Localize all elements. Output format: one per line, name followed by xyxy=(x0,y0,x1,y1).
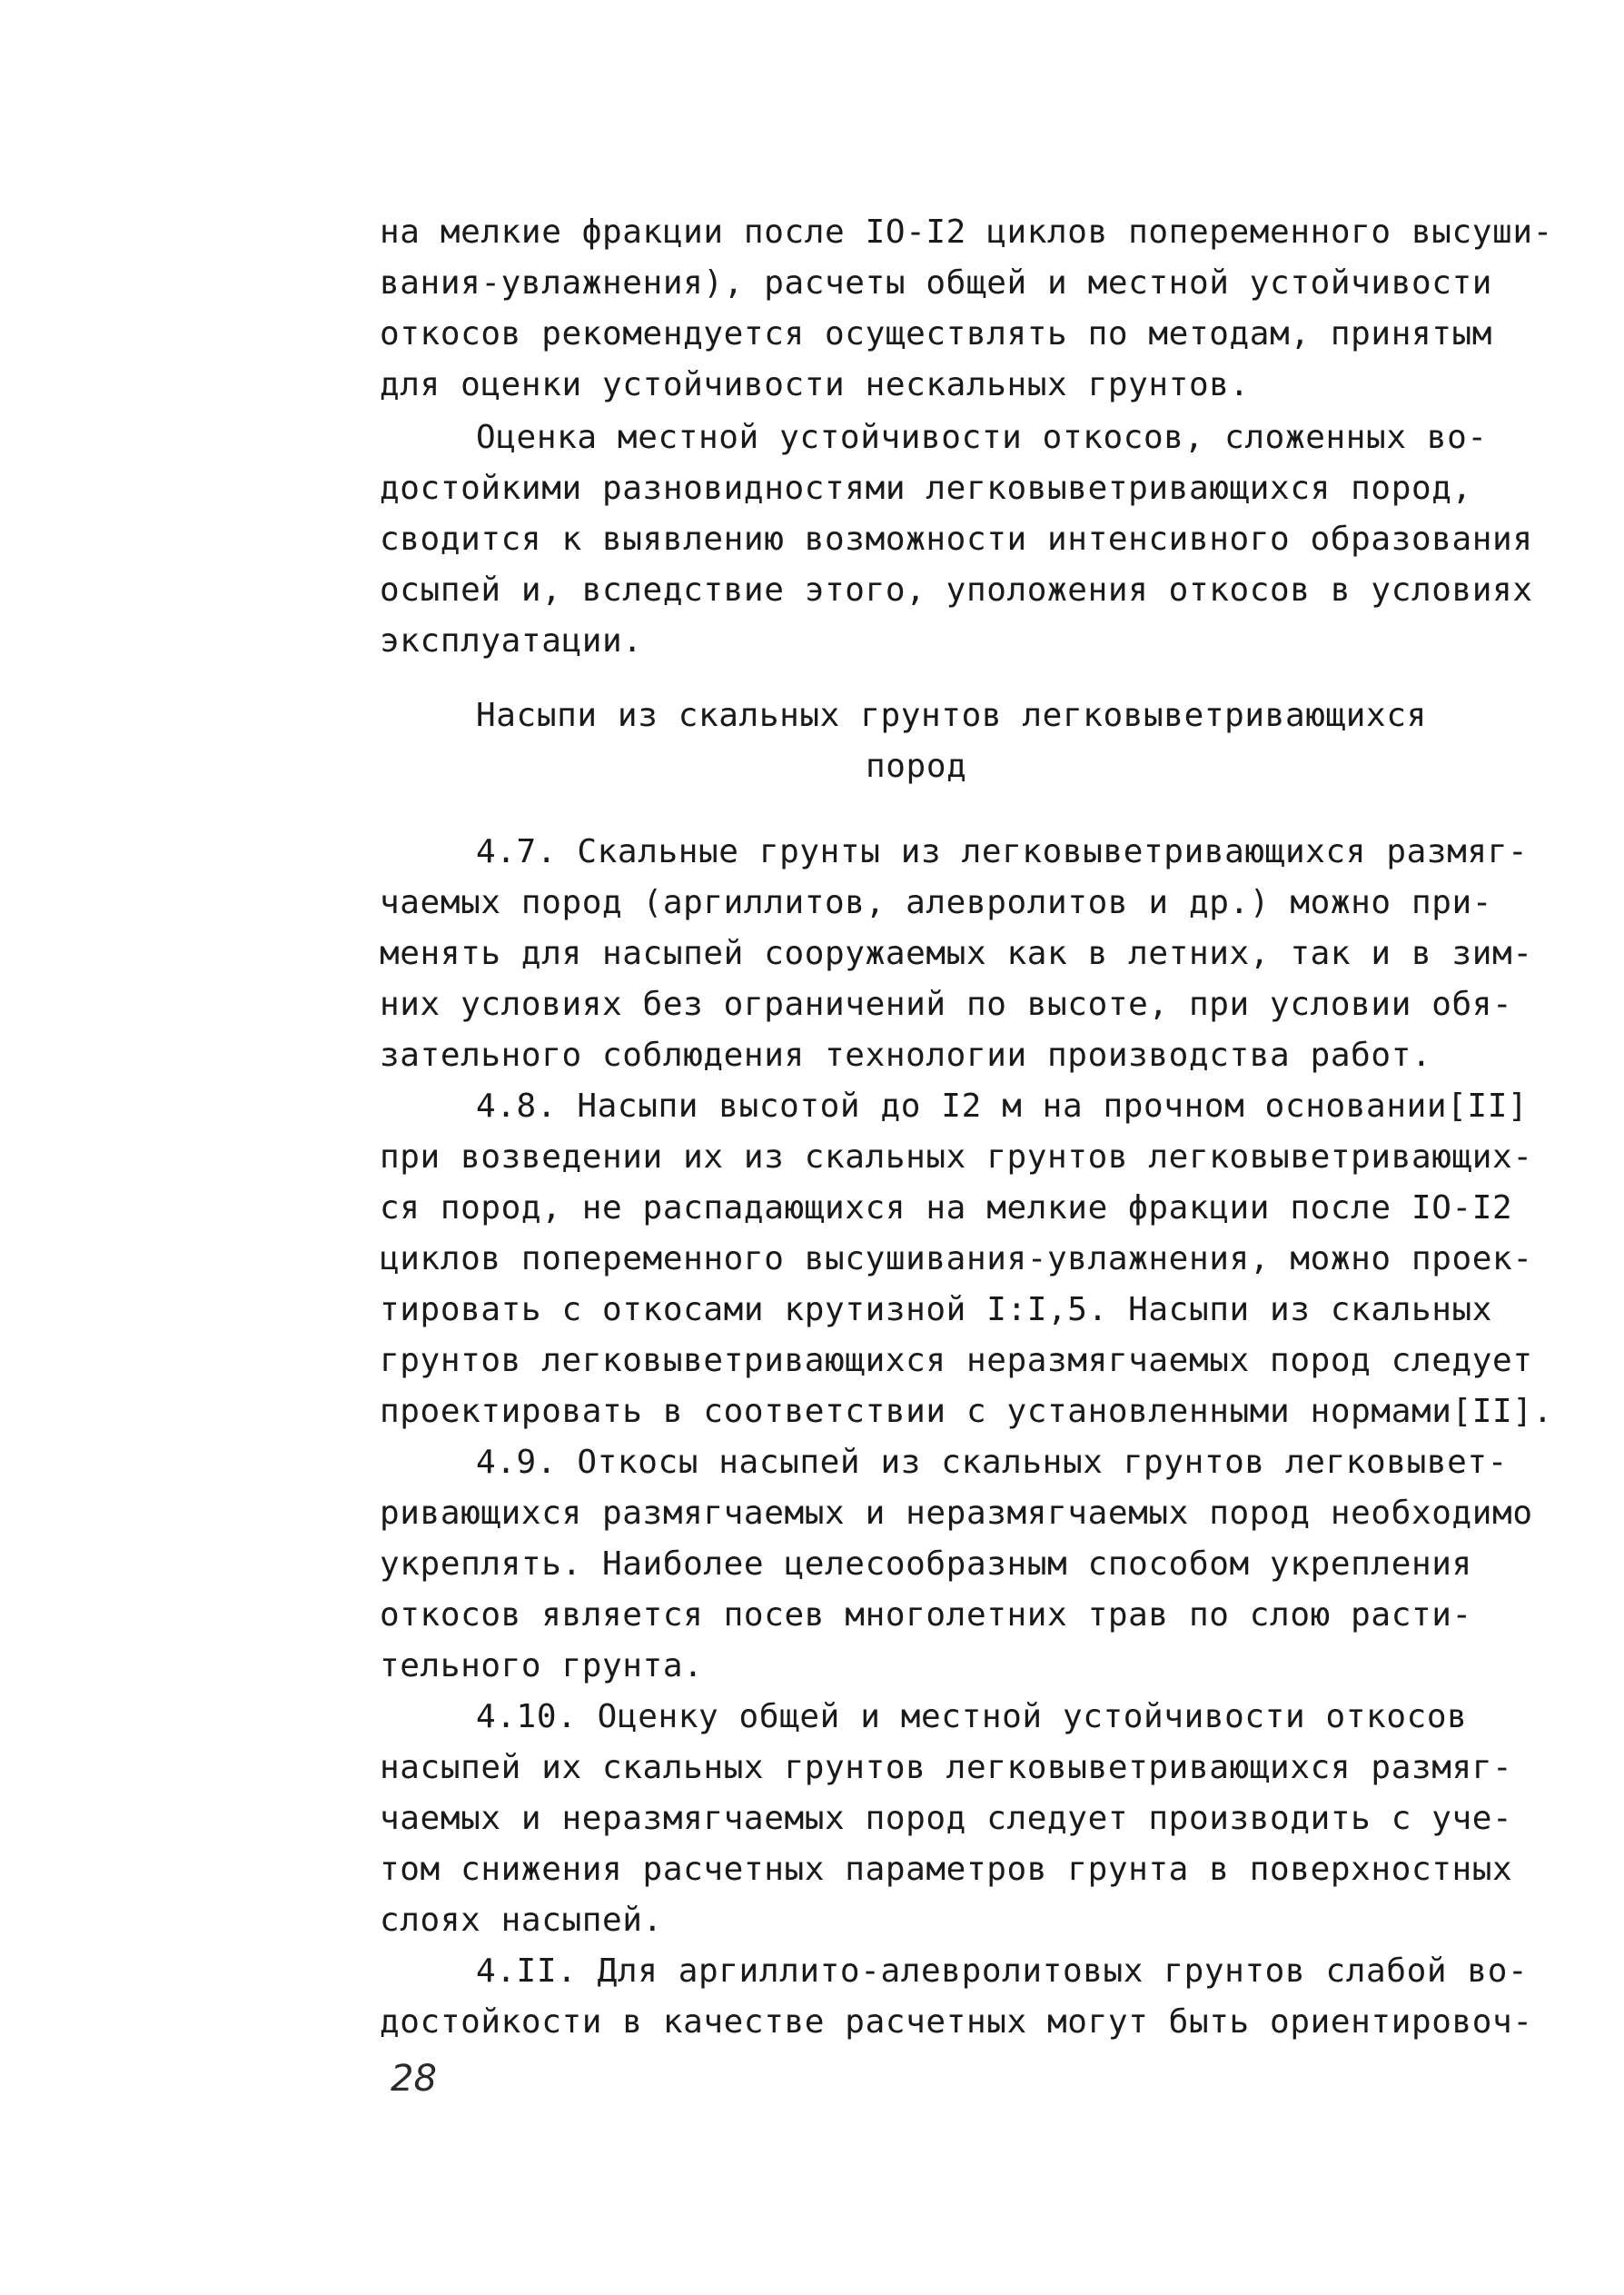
paragraph-4-8-first-line: 4.8. Насыпи высотой до I2 м на прочном основании[II] xyxy=(476,1088,1529,1125)
section-heading-line-1: Насыпи из скальных грунтов легковыветривающихся xyxy=(476,697,1427,734)
body-line: достойкими разновидностями легковыветривающихся пород, xyxy=(380,470,1472,507)
body-line: откосов является посев многолетних трав по слою расти- xyxy=(380,1596,1472,1634)
body-line: насыпей их скальных грунтов легковыветривающихся размяг- xyxy=(380,1749,1513,1786)
body-line: проектировать в соответствии с установленными нормами[II]. xyxy=(380,1393,1553,1430)
body-line: на мелкие фракции после IO-I2 циклов попеременного высуши- xyxy=(380,214,1553,251)
page-number: 28 xyxy=(391,2058,437,2100)
paragraph-4-10-first-line: 4.10. Оценку общей и местной устойчивости откосов xyxy=(476,1698,1468,1735)
body-line: при возведении их из скальных грунтов легковыветривающих- xyxy=(380,1138,1533,1176)
body-line: для оценки устойчивости нескальных грунтов. xyxy=(380,366,1250,403)
body-line: вания-увлажнения), расчеты общей и местной устойчивости xyxy=(380,264,1493,302)
paragraph-4-7-first-line: 4.7. Скальные грунты из легковыветривающихся размяг- xyxy=(476,833,1529,870)
body-line: тировать с откосами крутизной I:I,5. Насыпи из скальных xyxy=(380,1291,1493,1328)
body-line: грунтов легковыветривающихся неразмягчаемых пород следует xyxy=(380,1342,1533,1379)
body-line: осыпей и, вследствие этого, уположения откосов в условиях xyxy=(380,571,1533,609)
body-line: циклов попеременного высушивания-увлажнения, можно проек- xyxy=(380,1240,1533,1277)
section-heading-line-2: пород xyxy=(866,748,967,785)
body-line: тельного грунта. xyxy=(380,1647,704,1684)
body-line: ся пород, не распадающихся на мелкие фракции после IO-I2 xyxy=(380,1189,1513,1227)
body-line: ривающихся размягчаемых и неразмягчаемых пород необходимо xyxy=(380,1495,1533,1532)
body-line: чаемых и неразмягчаемых пород следует производить с уче- xyxy=(380,1800,1513,1837)
body-line: достойкости в качестве расчетных могут быть ориентировоч- xyxy=(380,2003,1533,2041)
paragraph-4-9-first-line: 4.9. Откосы насыпей из скальных грунтов легковывет- xyxy=(476,1444,1508,1481)
body-line: зательного соблюдения технологии производства работ. xyxy=(380,1037,1432,1074)
body-line: сводится к выявлению возможности интенсивного образования xyxy=(380,521,1533,558)
body-line: слоях насыпей. xyxy=(380,1902,663,1939)
body-line: откосов рекомендуется осуществлять по методам, принятым xyxy=(380,315,1493,353)
paragraph-first-line: Оценка местной устойчивости откосов, сложенных во- xyxy=(476,419,1488,456)
body-line: укреплять. Наиболее целесообразным способом укрепления xyxy=(380,1545,1472,1583)
body-line: менять для насыпей сооружаемых как в летних, так и в зим- xyxy=(380,935,1533,972)
body-line: чаемых пород (аргиллитов, алевролитов и др.) можно при- xyxy=(380,884,1493,921)
paragraph-4-11-first-line: 4.II. Для аргиллито-алевролитовых грунтов слабой во- xyxy=(476,1952,1529,1990)
body-line: том снижения расчетных параметров грунта в поверхностных xyxy=(380,1851,1513,1888)
body-line: них условиях без ограничений по высоте, при условии обя- xyxy=(380,986,1513,1023)
body-line: эксплуатации. xyxy=(380,622,643,660)
